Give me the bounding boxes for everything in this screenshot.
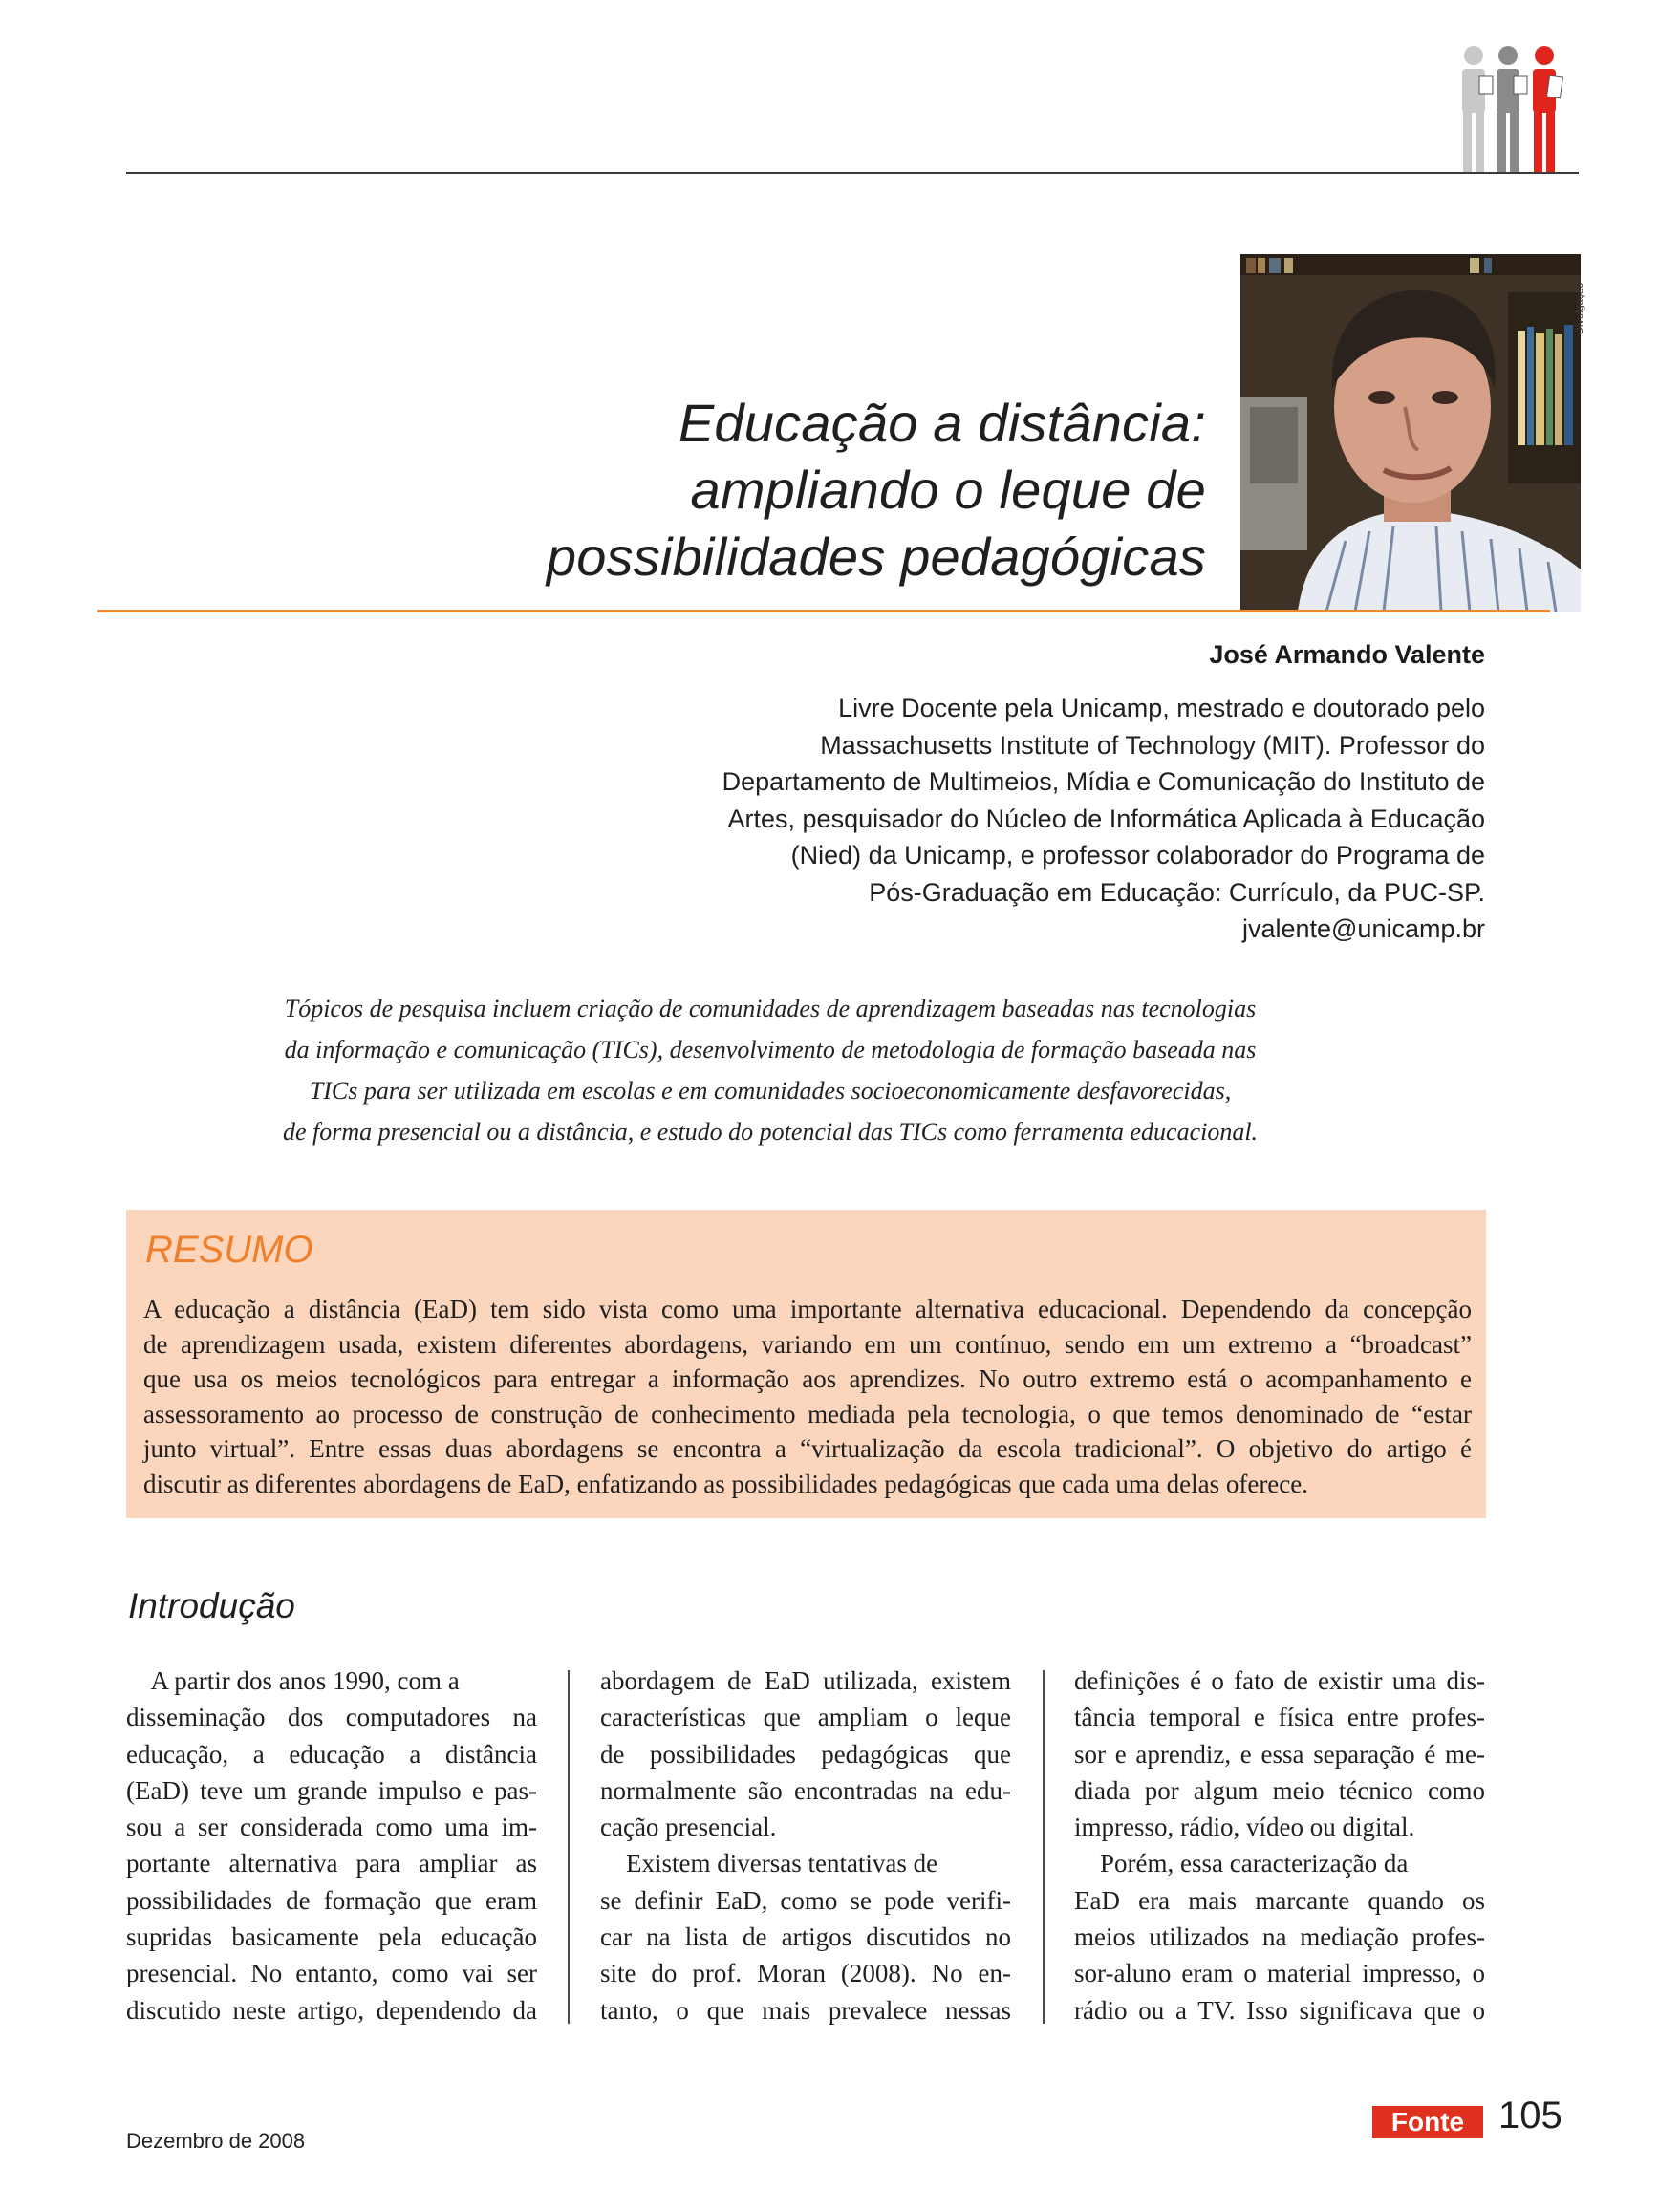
- text-line: sor-aluno eram o material impresso, o: [1074, 1959, 1485, 1988]
- abstract-line: assessoramento ao processo de construção de conhecimento mediada pela tecnologia, o que temos denominado de “estar: [143, 1399, 1472, 1428]
- article-title: [287, 390, 1206, 591]
- section-heading-introduction: Introdução: [128, 1586, 295, 1625]
- topics-line: TICs para ser utilizada em escolas e em comunidades socioeconomicamente desfavorecidas,: [309, 1077, 1232, 1105]
- author-email[interactable]: jvalente@unicamp.br: [1241, 914, 1485, 943]
- title-rule: [97, 610, 1550, 612]
- text-line: portante alternativa para ampliar as: [126, 1849, 537, 1879]
- title-line: ampliando o leque de: [690, 460, 1206, 520]
- text-line: rádio ou a TV. Isso significava que o: [1074, 1995, 1485, 2025]
- text-line: (EaD) teve um grande impulso e pas-: [126, 1775, 537, 1805]
- text-line: possibilidades de formação que eram: [126, 1885, 537, 1915]
- text-line: sor e aprendiz, e essa separação é me-: [1074, 1739, 1485, 1769]
- text-line: car na lista de artigos discutidos no: [600, 1922, 1011, 1952]
- text-line: se definir EaD, como se pode verifi-: [600, 1885, 1011, 1915]
- author-photo: [1240, 254, 1581, 612]
- bio-line: Livre Docente pela Unicamp, mestrado e doutorado pelo: [838, 694, 1485, 722]
- abstract-line: que usa os meios tecnológicos para entregar a informação aos aprendizes. No outro extremo está o acompanhamento e: [143, 1364, 1472, 1393]
- text-line: discutido neste artigo, dependendo da: [126, 1995, 537, 2025]
- magazine-brand-logo: [1372, 2106, 1483, 2138]
- bio-line: Pós-Graduação em Educação: Currículo, da PUC-SP.: [869, 877, 1485, 907]
- text-line: definições é o fato de existir uma dis-: [1074, 1666, 1485, 1695]
- text-line: presencial. No entanto, como vai ser: [126, 1959, 537, 1988]
- column-divider: [568, 1670, 570, 2024]
- text-line: tância temporal e física entre profes-: [1074, 1703, 1485, 1732]
- bio-line: Departamento de Multimeios, Mídia e Comunicação do Instituto de: [722, 767, 1485, 796]
- text-line: EaD era mais marcante quando os: [1074, 1885, 1485, 1915]
- abstract-line: junto virtual”. Entre essas duas abordagens se encontra a “virtualização da escola tradicional”. O objetivo do artigo é: [143, 1434, 1472, 1463]
- text-line: A partir dos anos 1990, com a: [126, 1666, 460, 1695]
- text-line: de possibilidades pedagógicas que: [600, 1739, 1011, 1769]
- column-divider: [1043, 1670, 1045, 2024]
- text-line: site do prof. Moran (2008). No en-: [600, 1959, 1011, 1988]
- footer-date: Dezembro de 2008: [126, 2129, 306, 2153]
- text-line: disseminação dos computadores na: [126, 1703, 537, 1732]
- text-column-2: [600, 1663, 1011, 2029]
- text-line: abordagem de EaD utilizada, existem: [600, 1666, 1011, 1695]
- author-name: José Armando Valente: [1209, 640, 1485, 669]
- abstract-line: discutir as diferentes abordagens de EaD, enfatizando as possibilidades pedagógicas que cada uma delas oferece.: [143, 1469, 1309, 1498]
- text-line: sou a ser considerada como uma im-: [126, 1813, 537, 1842]
- text-column-3: [1074, 1663, 1485, 2029]
- author-bio: [573, 690, 1485, 948]
- abstract-text: [143, 1292, 1472, 1501]
- brand-label: Fonte: [1390, 2107, 1465, 2137]
- abstract-heading: RESUMO: [145, 1229, 313, 1271]
- text-line: impresso, rádio, vídeo ou digital.: [1074, 1813, 1415, 1842]
- abstract-line: A educação a distância (EaD) tem sido vista como uma importante alternativa educacional. Dependendo da concepção: [143, 1295, 1472, 1323]
- title-line: possibilidades pedagógicas: [546, 526, 1206, 587]
- bio-line: Massachusetts Institute of Technology (MIT). Professor do: [820, 730, 1485, 760]
- text-line: cação presencial.: [600, 1813, 777, 1842]
- text-line: tanto, o que mais prevalece nessas: [600, 1995, 1011, 2025]
- top-rule: [126, 172, 1579, 174]
- people-logo-icon: [1449, 42, 1583, 176]
- research-topics: [191, 988, 1349, 1152]
- text-line: características que ampliam o leque: [600, 1703, 1011, 1732]
- title-line: Educação a distância:: [678, 393, 1206, 453]
- text-line: normalmente são encontradas na edu-: [600, 1775, 1011, 1805]
- photo-credit: Divulgação: [1574, 282, 1585, 334]
- text-line: supridas basicamente pela educação: [126, 1922, 537, 1952]
- topics-line: da informação e comunicação (TICs), desenvolvimento de metodologia de formação baseada nas: [284, 1036, 1257, 1063]
- topics-line: de forma presencial ou a distância, e estudo do potencial das TICs como ferramenta educacional.: [282, 1118, 1259, 1146]
- text-column-1: [126, 1663, 537, 2029]
- topics-line: Tópicos de pesquisa incluem criação de comunidades de aprendizagem baseadas nas tecnologias: [284, 995, 1257, 1022]
- page-number: 105: [1498, 2094, 1562, 2137]
- bio-line: Artes, pesquisador do Núcleo de Informática Aplicada à Educação: [727, 804, 1485, 833]
- text-line: meios utilizados na mediação profes-: [1074, 1922, 1485, 1952]
- text-line: educação, a educação a distância: [126, 1739, 537, 1769]
- bio-line: (Nied) da Unicamp, e professor colaborador do Programa de: [790, 841, 1485, 870]
- abstract-line: de aprendizagem usada, existem diferentes abordagens, variando em um contínuo, sendo em um extremo a “broadcast”: [143, 1329, 1472, 1359]
- text-line: Existem diversas tentativas de: [600, 1849, 938, 1879]
- text-line: diada por algum meio técnico como: [1074, 1775, 1485, 1805]
- text-line: Porém, essa caracterização da: [1074, 1849, 1409, 1879]
